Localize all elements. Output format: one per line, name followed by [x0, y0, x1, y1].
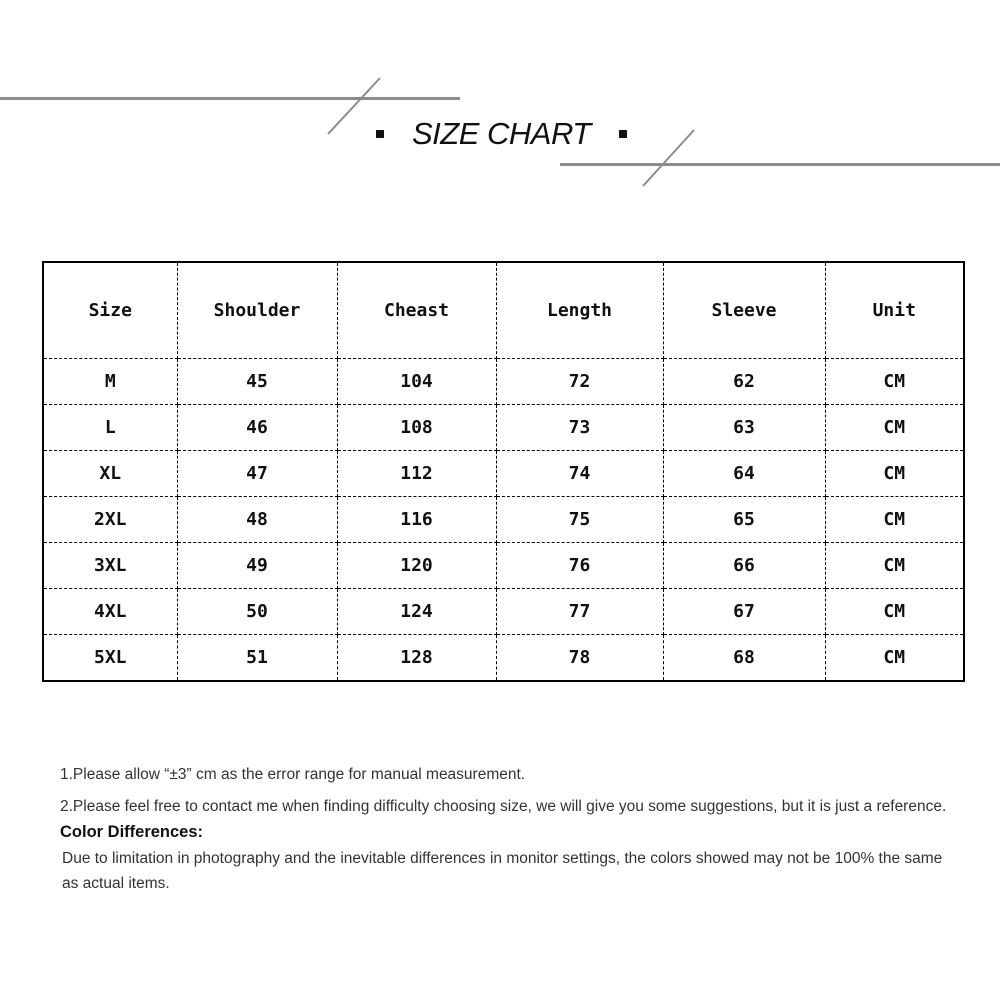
- unit-cell: CM: [825, 496, 964, 542]
- size-cell: M: [43, 358, 177, 404]
- table-row: [43, 543, 964, 589]
- unit-cell: CM: [825, 358, 964, 404]
- shoulder-cell: 50: [177, 589, 337, 635]
- title-right-square-icon: [619, 130, 627, 138]
- size-cell: L: [43, 404, 177, 450]
- chest-cell: 116: [337, 496, 496, 542]
- length-cell: 76: [496, 543, 663, 589]
- unit-cell: CM: [825, 543, 964, 589]
- table-row: [43, 496, 964, 542]
- column-header-sleeve: Sleeve: [663, 262, 825, 358]
- unit-cell: CM: [825, 404, 964, 450]
- length-cell: 72: [496, 358, 663, 404]
- sleeve-cell: 62: [663, 358, 825, 404]
- length-cell: 75: [496, 496, 663, 542]
- size-cell: 5XL: [43, 635, 177, 681]
- table-row: [43, 404, 964, 450]
- sleeve-cell: 67: [663, 589, 825, 635]
- size-cell: 2XL: [43, 496, 177, 542]
- sleeve-cell: 66: [663, 543, 825, 589]
- size-cell: XL: [43, 450, 177, 496]
- shoulder-cell: 49: [177, 543, 337, 589]
- size-table: [42, 261, 965, 682]
- title-block: [376, 112, 627, 156]
- column-header-chest: Cheast: [337, 262, 496, 358]
- size-cell: 3XL: [43, 543, 177, 589]
- header-decoration: [0, 0, 1000, 200]
- chest-cell: 128: [337, 635, 496, 681]
- sleeve-cell: 63: [663, 404, 825, 450]
- page-title: SIZE CHART: [412, 116, 591, 151]
- notes-section: [60, 762, 950, 896]
- shoulder-cell: 45: [177, 358, 337, 404]
- unit-cell: CM: [825, 589, 964, 635]
- table-row: [43, 450, 964, 496]
- sleeve-cell: 64: [663, 450, 825, 496]
- shoulder-cell: 51: [177, 635, 337, 681]
- table-row: [43, 635, 964, 681]
- color-differences-text: Due to limitation in photography and the inevitable differences in monitor settings, the colors showed may not be 100% the same as actual items.: [62, 850, 943, 892]
- unit-cell: CM: [883, 647, 906, 669]
- column-header-length: Length: [496, 262, 663, 358]
- shoulder-cell: 48: [177, 496, 337, 542]
- chest-cell: 112: [337, 450, 496, 496]
- color-differences-heading: Color Differences:: [60, 823, 204, 841]
- length-cell: 77: [496, 589, 663, 635]
- column-header-size: Size: [43, 262, 177, 358]
- length-cell: 74: [496, 450, 663, 496]
- table-header-row: [43, 262, 964, 358]
- shoulder-cell: 46: [177, 404, 337, 450]
- chest-cell: 108: [337, 404, 496, 450]
- shoulder-cell: 47: [177, 450, 337, 496]
- sleeve-cell: 65: [663, 496, 825, 542]
- header-right-slash: [643, 130, 694, 186]
- note-measurement-error: 1.Please allow “±3” cm as the error range for manual measurement.: [60, 766, 526, 783]
- unit-cell: CM: [825, 450, 964, 496]
- length-cell: 73: [496, 404, 663, 450]
- chest-cell: 120: [337, 543, 496, 589]
- sleeve-cell: 68: [663, 635, 825, 681]
- column-header-unit: Unit: [825, 262, 964, 358]
- note-size-help: 2.Please feel free to contact me when finding difficulty choosing size, we will give you some suggestions, but it is just a reference.: [60, 798, 947, 815]
- table-row: [43, 589, 964, 635]
- table-row: [43, 358, 964, 404]
- chest-cell: 104: [337, 358, 496, 404]
- header-left-slash: [328, 78, 380, 134]
- chest-cell: 124: [337, 589, 496, 635]
- size-cell: 4XL: [43, 589, 177, 635]
- title-left-square-icon: [376, 130, 384, 138]
- column-header-shoulder: Shoulder: [177, 262, 337, 358]
- length-cell: 78: [496, 635, 663, 681]
